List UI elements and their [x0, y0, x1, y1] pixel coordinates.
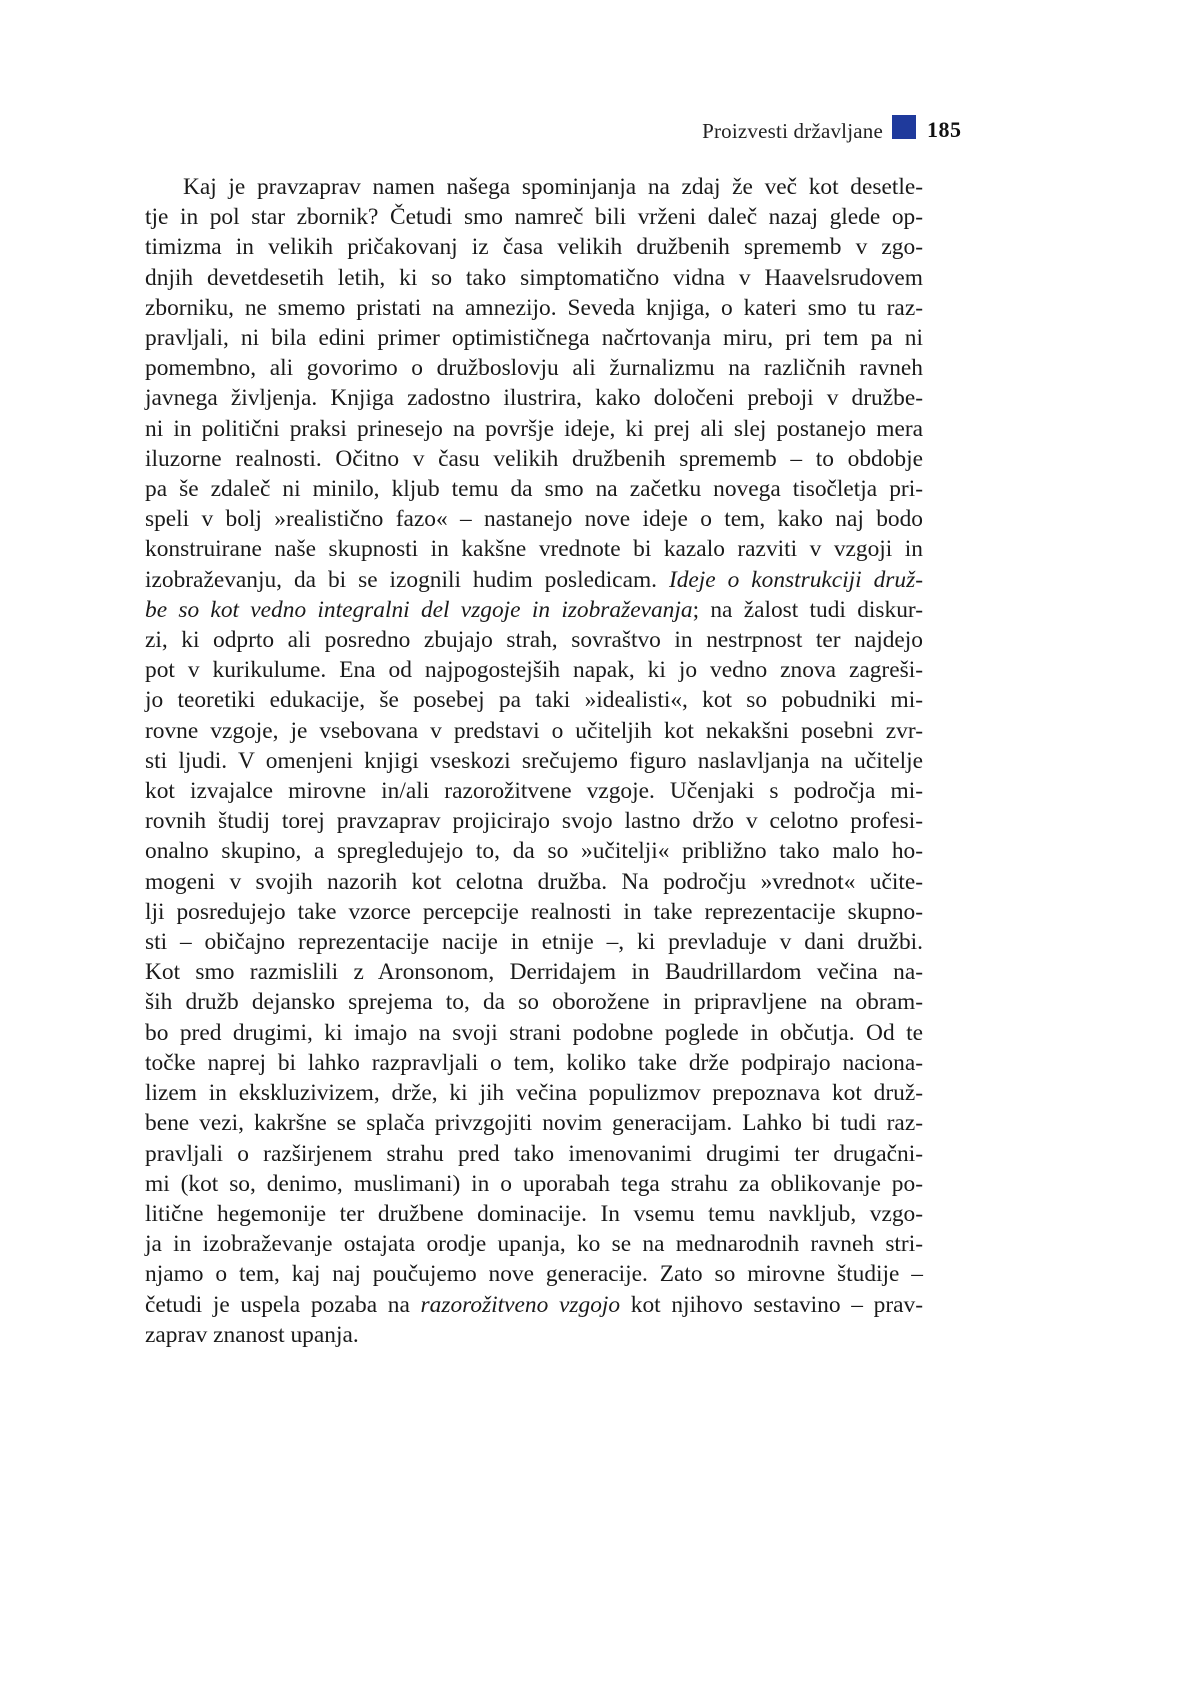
italic-run: razorožitveno vzgojo — [420, 1291, 621, 1318]
text-line: ni in politični praksi prinesejo na površje ideje, ki prej ali slej postanejo mera — [145, 415, 923, 442]
text-line: točke naprej bi lahko razpravljali o tem, koliko take drže podpirajo naciona- — [145, 1049, 923, 1076]
text-line: timizma in velikih pričakovanj iz časa velikih družbenih sprememb v zgo- — [145, 234, 923, 261]
text-line — [145, 1290, 923, 1320]
text-line: Kaj je pravzaprav namen našega spominjanja na zdaj že več kot desetle- — [183, 174, 923, 200]
header-accent-square — [892, 115, 916, 139]
text-line: iluzorne realnosti. Očitno v času velikih družbenih sprememb – to obdobje — [145, 445, 923, 472]
text-line: pravljali, ni bila edini primer optimističnega načrtovanja miru, pri tem pa ni — [145, 325, 923, 352]
text-line: zborniku, ne smemo pristati na amnezijo. Seveda knjiga, o kateri smo tu raz- — [145, 294, 923, 321]
text-run: ; na žalost tudi diskur- — [692, 596, 923, 623]
italic-run: Ideje o konstrukciji druž- — [668, 566, 923, 593]
italic-run: be so kot vedno integralni del vzgoje in izobraževanja — [145, 596, 693, 623]
text-run: izobraževanju, da bi se izognili hudim posledicam. — [145, 566, 669, 593]
text-line: rovne vzgoje, je vsebovana v predstavi o učiteljih kot nekakšni posebni zvr- — [145, 717, 923, 744]
text-line: mogeni v svojih nazorih kot celotna družba. Na področju »vrednot« učite- — [145, 868, 923, 895]
text-line: sti – običajno reprezentacije nacije in etnije –, ki prevladuje v dani družbi. — [145, 929, 923, 956]
text-line: pomembno, ali govorimo o družboslovju ali žurnalizmu na različnih ravneh — [145, 355, 923, 382]
text-line: zi, ki odprto ali posredno zbujajo strah, sovraštvo in nestrpnost ter najdejo — [145, 627, 923, 654]
text-line: Kot smo razmislili z Aronsonom, Derridajem in Baudrillardom večina na- — [145, 959, 923, 986]
text-line: javnega življenja. Knjiga zadostno ilustrira, kako določeni preboji v družbe- — [145, 385, 923, 412]
text-line: kot izvajalce mirovne in/ali razorožitvene vzgoje. Učenjaki s področja mi- — [145, 778, 923, 805]
text-line: jo teoretiki edukacije, še posebej pa taki »idealisti«, kot so pobudniki mi- — [145, 687, 923, 714]
text-line — [145, 565, 923, 595]
text-line: lizem in ekskluzivizem, drže, ki jih večina populizmov prepoznava kot druž- — [145, 1080, 923, 1107]
text-line: bo pred drugimi, ki imajo na svoji strani podobne poglede in občutja. Od te — [145, 1019, 923, 1046]
text-line: njamo o tem, kaj naj poučujemo nove generacije. Zato so mirovne študije – — [145, 1261, 923, 1288]
text-line: tje in pol star zbornik? Četudi smo namreč bili vrženi daleč nazaj glede op- — [145, 204, 923, 231]
text-line: dnjih devetdesetih letih, ki so tako simptomatično vidna v Haavelsrudovem — [145, 264, 923, 291]
text-line: pravljali o razširjenem strahu pred tako imenovanimi drugimi ter drugačni- — [145, 1140, 923, 1167]
running-header — [600, 115, 980, 151]
text-line: onalno skupino, a spregledujejo to, da so »učitelji« približno tako malo ho- — [145, 838, 923, 865]
text-line: sti ljudi. V omenjeni knjigi vseskozi srečujemo figuro naslavljanja na učitelje — [145, 747, 923, 774]
text-line: speli v bolj »realistično fazo« – nastanejo nove ideje o tem, kako naj bodo — [145, 506, 923, 533]
text-run: kot njihovo sestavino – prav- — [620, 1291, 923, 1318]
text-line — [145, 595, 923, 625]
text-line: bene vezi, kakršne se splača privzgojiti novim generacijam. Lahko bi tudi raz- — [145, 1110, 923, 1137]
text-line: pa še zdaleč ni minilo, kljub temu da smo na začetku novega tisočletja pri- — [145, 476, 923, 503]
page-number: 185 — [927, 117, 962, 142]
running-title: Proizvesti državljane — [702, 119, 883, 143]
text-line: konstruirane naše skupnosti in kakšne vrednote bi kazalo razviti v vzgoji in — [145, 536, 923, 563]
text-line: ših družb dejansko sprejema to, da so oborožene in pripravljene na obram- — [145, 989, 923, 1016]
text-run: četudi je uspela pozaba na — [145, 1291, 421, 1318]
text-line: mi (kot so, denimo, muslimani) in o uporabah tega strahu za oblikovanje po- — [145, 1170, 923, 1197]
body-paragraph — [145, 172, 923, 1350]
text-line: rovnih študij torej pravzaprav projicirajo svojo lastno držo v celotno profesi- — [145, 808, 923, 835]
text-line: lji posredujejo take vzorce percepcije realnosti in take reprezentacije skupno- — [145, 898, 923, 925]
text-line: ja in izobraževanje ostajata orodje upanja, ko se na mednarodnih ravneh stri- — [145, 1231, 923, 1258]
text-line: zaprav znanost upanja. — [145, 1321, 359, 1348]
text-line: pot v kurikulume. Ena od najpogostejših napak, ki jo vedno znova zagreši- — [145, 657, 923, 684]
text-line: litične hegemonije ter družbene dominacije. In vsemu temu navkljub, vzgo- — [145, 1200, 923, 1227]
